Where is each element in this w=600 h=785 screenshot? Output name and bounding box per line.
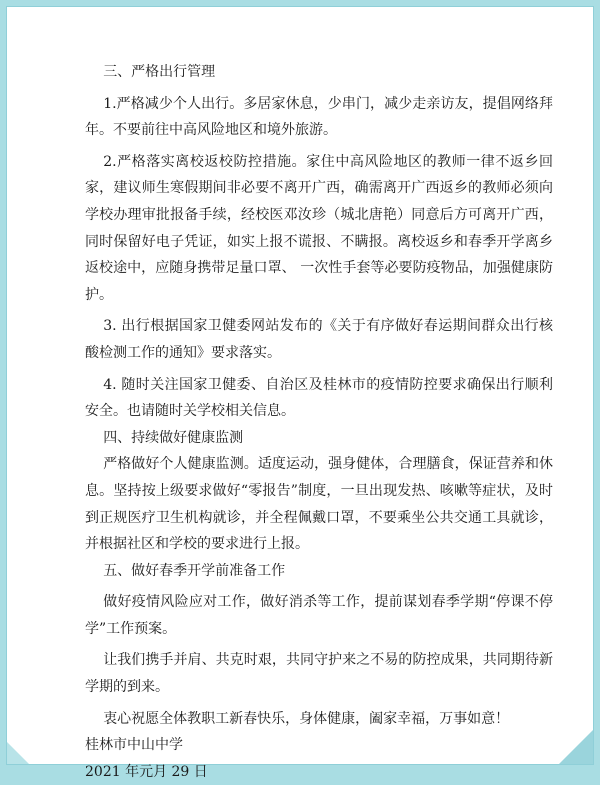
paragraph-item-3-4: 4. 随时关注国家卫健委、自治区及桂林市的疫情防控要求确保出行顺利安全。也请随时关学校相关信息。 — [85, 376, 553, 420]
section-heading-4: 四、持续做好健康监测 — [103, 429, 244, 446]
paragraph-closing: 让我们携手并肩、共克时艰，共同守护来之不易的防控成果，共同期待新学期的到来。 — [85, 652, 553, 696]
paragraph-item-3-2: 2.严格落实离校返校防控措施。家住中高风险地区的教师一律不返乡回家，建议师生寒假期间非必要不离开广西，确需离开广西返乡的教师必须向学校办理审批报备手续，经校医邓汝珍（城北唐艳）同意后方可离开广西，同时保留好电子凭证，如实上报不谎报、不瞒报。离校返乡和春季开学离乡返校途中，应随身携带足量口罩、 一次性手套等必要防疫物品，加强健康防护。 — [85, 153, 553, 303]
paragraph-school-prep: 做好疫情风险应对工作，做好消杀等工作，提前谋划春季学期“停课不停学”工作预案。 — [85, 594, 553, 637]
paragraph-health-monitoring: 严格做好个人健康监测。适度运动，强身健体，合理膳食，保证营养和休息。坚持按上级要求做好“零报告”制度，一旦出现发热、咳嗽等症状，及时到正规医疗卫生机构就诊，并全程佩戴口罩，不要乘坐公共交通工具就诊，并根据社区和学校的要求进行上报。 — [85, 456, 553, 553]
paragraph-item-3-1: 1.严格减少个人出行。多居家休息，少串门，减少走亲访友，提倡网络拜年。不要前往中高风险地区和境外旅游。 — [85, 95, 553, 139]
paragraph-item-3-3: 3. 出行根据国家卫健委网站发布的《关于有序做好春运期间群众出行核酸检测工作的通知》要求落实。 — [85, 318, 553, 361]
document-frame — [6, 6, 594, 780]
paragraph-wish: 衷心祝愿全体教职工新春快乐，身体健康，阖家幸福，万事如意！ — [103, 710, 510, 727]
signature-school: 桂林市中山中学 — [85, 737, 183, 754]
signature-date: 2021 年元月 29 日 — [85, 763, 208, 780]
section-heading-5: 五、做好春季开学前准备工作 — [103, 562, 286, 579]
section-heading-3: 三、严格出行管理 — [103, 64, 216, 80]
corner-decoration — [559, 730, 593, 764]
document-body — [85, 59, 553, 785]
corner-decoration — [7, 742, 29, 764]
